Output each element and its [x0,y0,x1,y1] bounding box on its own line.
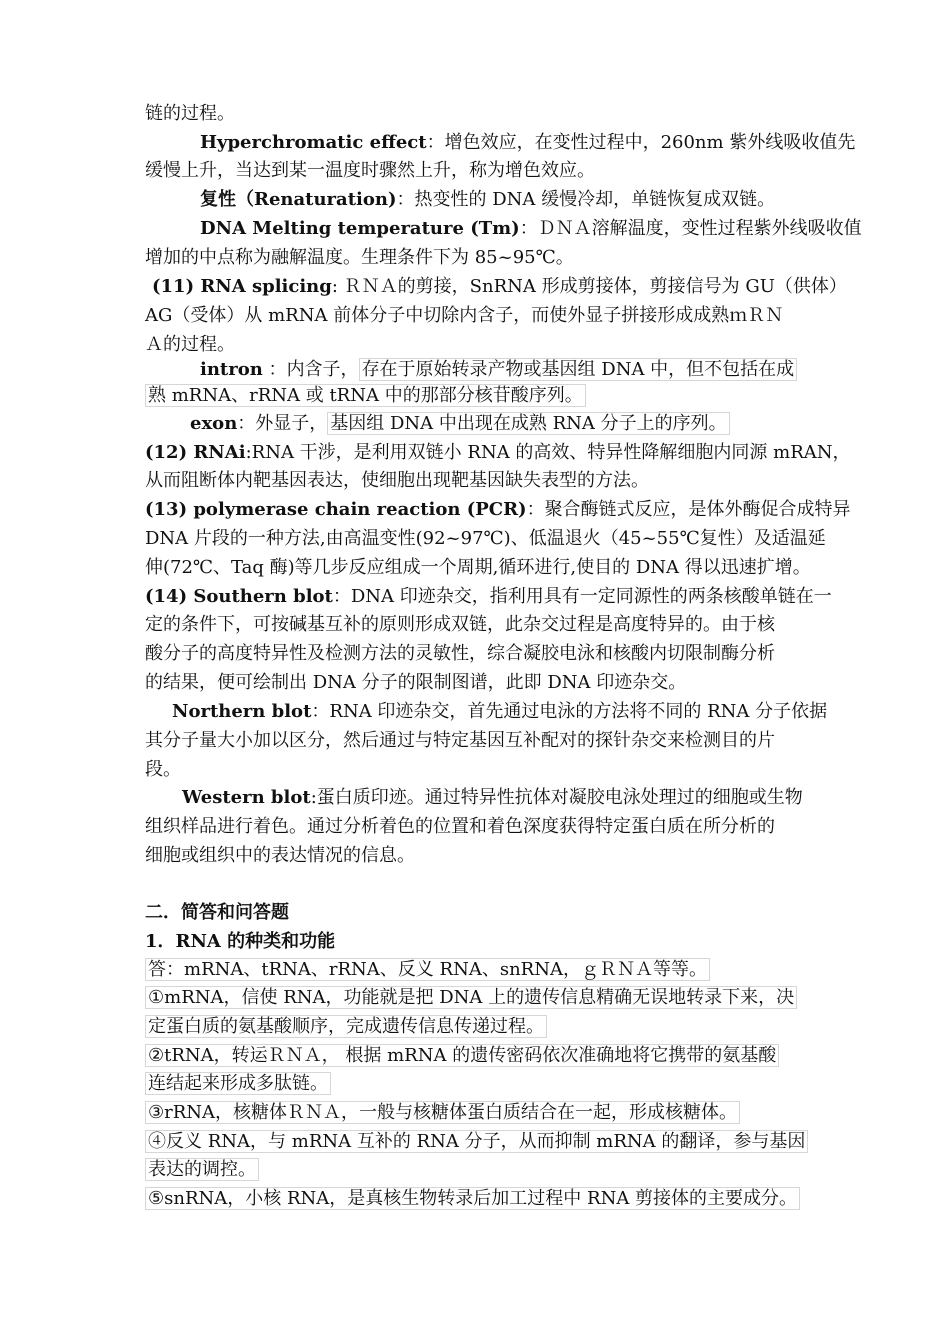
answer-item-2 [145,1043,779,1069]
answer-item-3 [145,1100,740,1126]
splicing-text: ＲＮＡ的剪接，SnRNA 形成剪接体，剪接信号为 GU（供体） [343,276,847,297]
tm-term: DNA Melting temperature (Tm) [200,218,520,239]
rnai-term: (12) RNAi [145,442,246,463]
intron-colon: ： [262,359,287,380]
exon-boxed-text: 基因组 DNA 中出现在成熟 RNA 分子上的序列。 [327,412,729,435]
western-term: Western blot [182,787,311,808]
rnai-definition [145,440,851,466]
question-heading: 1．RNA 的种类和功能 [145,931,336,952]
exon-text-a: 外显子， [255,413,328,434]
exon-definition [190,411,730,437]
hyperchromatic-text: 增色效应，在变性过程中，260nm 紫外线吸收值先 [444,132,856,153]
continuation-text: 链的过程。 [145,103,235,124]
renaturation-colon: ： [396,189,415,210]
intron-line2 [145,383,586,409]
section-title: 二．简答和问答题 [145,902,289,923]
western-colon: : [310,787,317,808]
exon-term: exon [190,413,238,434]
southern-line4: 的结果，便可绘制出 DNA 分子的限制图谱，此即 DNA 印迹杂交。 [145,672,687,693]
western-line2: 组织样品进行着色。通过分析着色的位置和着色深度获得特定蛋白质在所分析的 [145,816,775,837]
answer-item-2-cont [145,1071,331,1097]
tm-text: ＤＮＡ溶解温度，变性过程紫外线吸收值 [537,218,862,239]
answer-item-5-text: ⑤snRNA，小核 RNA，是真核生物转录后加工过程中 RNA 剪接体的主要成分。 [145,1187,800,1210]
pcr-text: 聚合酶链式反应，是体外酶促合成特异 [544,499,851,520]
northern-text: RNA 印迹杂交，首先通过电泳的方法将不同的 RNA 分子依据 [329,701,828,722]
pcr-definition [145,497,851,523]
answer-intro-text: 答：mRNA、tRNA、rRNA、反义 RNA、snRNA，ｇＲＮＡ等等。 [145,958,710,981]
answer-item-1-line2: 定蛋白质的氨基酸顺序，完成遗传信息传递过程。 [145,1015,547,1038]
intron-definition [200,357,797,383]
hyperchromatic-term: Hyperchromatic effect [200,132,427,153]
renaturation-definition [200,187,775,213]
rnai-text: RNA 干涉，是利用双链小 RNA 的高效、特异性降解细胞内同源 mRAN， [251,442,851,463]
answer-item-2-line1: ②tRNA，转运ＲＮＡ， 根据 mRNA 的遗传密码依次准确地将它携带的氨基酸 [145,1044,779,1067]
splicing-line2: AG（受体）从 mRNA 前体分子中切除内含子，而使外显子拼接形成成熟ｍＲＮ [145,305,784,326]
southern-definition [145,584,832,610]
answer-item-1-cont [145,1014,547,1040]
southern-line2: 定的条件下，可按碱基互补的原则形成双链，此杂交过程是高度特异的。由于核 [145,614,775,635]
answer-item-4-line2: 表达的调控。 [145,1158,259,1181]
pcr-term: (13) polymerase chain reaction (PCR) [145,499,527,520]
splicing-colon: : [331,276,338,297]
western-text: 蛋白质印迹。通过特异性抗体对凝胶电泳处理过的细胞或生物 [316,787,803,808]
hyperchromatic-colon: ： [426,132,445,153]
western-line3: 细胞或组织中的表达情况的信息。 [145,845,415,866]
rnai-colon: : [245,442,252,463]
southern-term: (14) Southern blot [145,586,333,607]
tm-definition [200,216,862,242]
pcr-line2: DNA 片段的一种方法,由高温变性(92~97℃)、低温退火（45~55℃复性）及适温延 [145,528,826,549]
answer-item-5 [145,1186,800,1212]
pcr-line3: 伸(72℃、Taq 酶)等几步反应组成一个周期,循环进行,使目的 DNA 得以迅速扩增。 [145,557,811,578]
intron-term: intron [200,359,263,380]
pcr-colon: ： [526,499,545,520]
splicing-line3: Ａ的过程。 [145,334,235,355]
tm-colon: ： [519,218,538,239]
answer-item-2-line2: 连结起来形成多肽链。 [145,1072,331,1095]
answer-item-4-line1: ④反义 RNA，与 mRNA 互补的 RNA 分子，从而抑制 mRNA 的翻译，参与基因 [145,1130,808,1153]
northern-line2: 其分子量大小加以区分，然后通过与特定基因互补配对的探针杂交来检测目的片 [145,730,775,751]
splicing-term: (11) RNA splicing [152,276,332,297]
northern-colon: ： [311,701,330,722]
exon-colon: ： [237,413,256,434]
southern-text: DNA 印迹杂交，指利用具有一定同源性的两条核酸单链在一 [350,586,832,607]
answer-item-4-cont [145,1157,259,1183]
tm-line2: 增加的中点称为融解温度。生理条件下为 85~95℃。 [145,247,574,268]
southern-line3: 酸分子的高度特异性及检测方法的灵敏性，综合凝胶电泳和核酸内切限制酶分析 [145,643,775,664]
northern-line3: 段。 [145,759,181,780]
splicing-definition [152,274,847,300]
northern-term: Northern blot [172,701,312,722]
western-definition [182,785,803,811]
rnai-line2: 从而阻断体内靶基因表达，使细胞出现靶基因缺失表型的方法。 [145,470,649,491]
southern-colon: ： [332,586,351,607]
answer-item-1 [145,985,797,1011]
answer-item-1-line1: ①mRNA，信使 RNA，功能就是把 DNA 上的遗传信息精确无误地转录下来，决 [145,986,797,1009]
northern-definition [172,699,827,725]
answer-intro [145,957,710,983]
hyperchromatic-line2: 缓慢上升，当达到某一温度时骤然上升，称为增色效应。 [145,160,595,181]
intron-boxed-text: 存在于原始转录产物或基因组 DNA 中，但不包括在成 [359,358,798,381]
renaturation-term: 复性（Renaturation) [200,189,397,210]
answer-item-3-text: ③rRNA，核糖体ＲＮＡ，一般与核糖体蛋白质结合在一起，形成核糖体。 [145,1101,740,1124]
answer-item-4 [145,1129,808,1155]
intron-text-a: 内含子， [286,359,359,380]
renaturation-text: 热变性的 DNA 缓慢冷却，单链恢复成双链。 [414,189,776,210]
hyperchromatic-definition [200,130,855,156]
intron-boxed-line2: 熟 mRNA、rRNA 或 tRNA 中的那部分核苷酸序列。 [145,384,586,407]
